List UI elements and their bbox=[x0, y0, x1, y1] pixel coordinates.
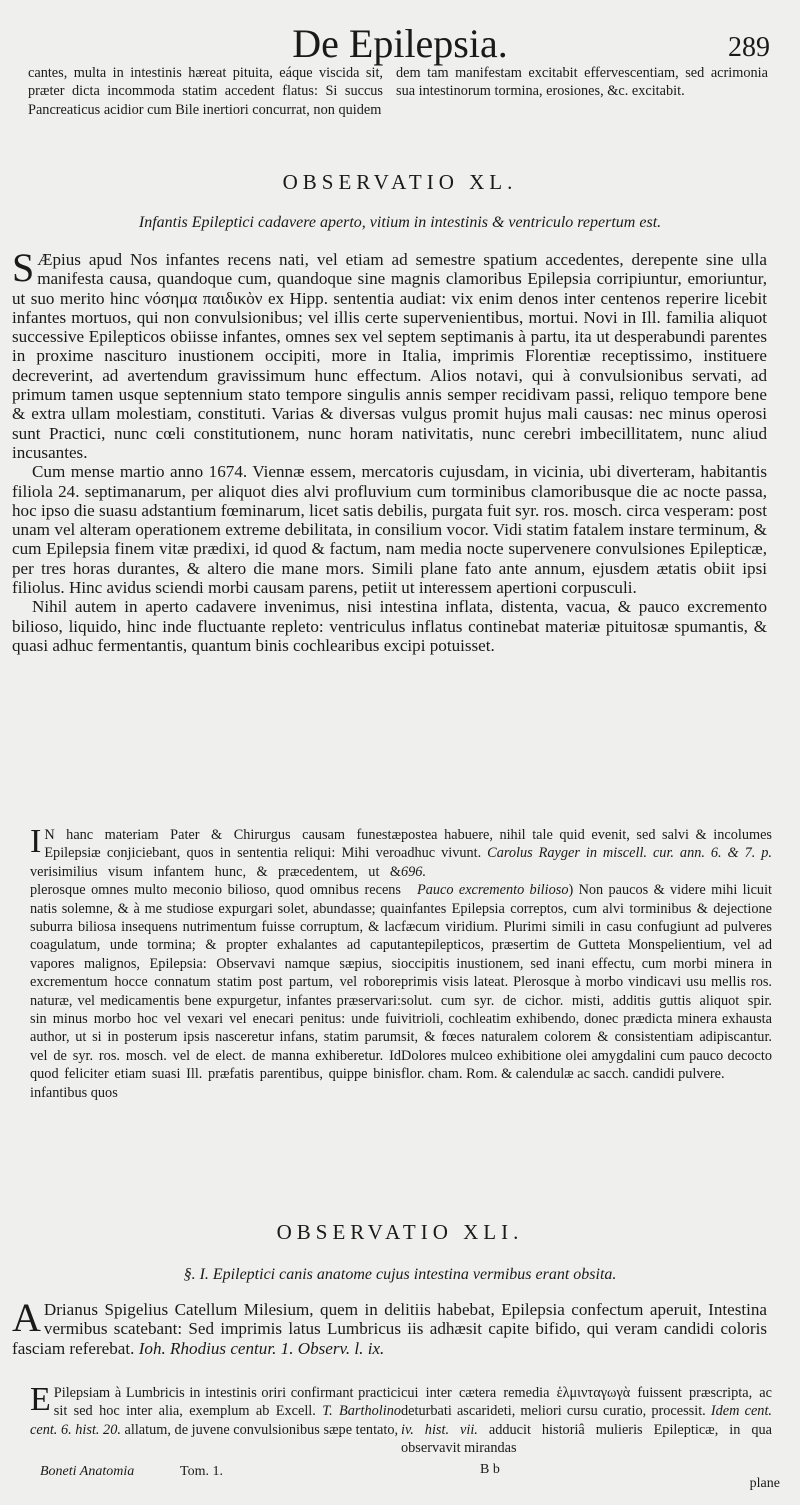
scholia-40-left bbox=[30, 823, 401, 1102]
observation-41-body bbox=[12, 1295, 767, 1358]
citation: Idem cent. iv. hist. vii. bbox=[401, 1403, 772, 1438]
continuation-columns bbox=[28, 64, 768, 119]
scholia-41 bbox=[30, 1381, 772, 1458]
scholia-text: ) Non paucos & videre mihi licuit infantes Epilepsia correptos, cum alvi torminibus & dejectione fæcum viridium. Plurimi simili in casu confugiunt ad pulveres antepilepticos, præsertim de Gutteta Monspelientium, vel ad occipitis inustionem, sed inani effectu, cum morbi minera in primis visis lateat. Plerosque à morbo vindicavi usu mellis ros. solut. cum syr. de cichor. misti, additis guttis aliquot spir. vitrioli, cochleatim exhibendo, donec prædicta minera exhausta sit, & fœces naturalem colorem & consistentiam adipiscantur. Dolores mulceo exhibitione olei amygdalini cum pauco decocto flor. cham. Rom. & calendulæ ac sacch. candidi pulvere. bbox=[401, 882, 773, 1083]
lemma: Pauco excremento bilioso bbox=[417, 882, 569, 899]
observation-41-subtitle: §. I. Epileptici canis anatome cujus intestina vermibus erant obsita. bbox=[183, 1266, 617, 1283]
scholia-text: allatum, de juvene convulsionibus sæpe tentato, bbox=[124, 1421, 399, 1438]
paragraph-text: Æpius apud Nos infantes recens nati, vel etiam ad semestre spatium accedentes, derepente sine ulla manifesta causa, quandoque cum, quandoque sine magnis clamoribus Epilepsia corripiuntur, emoriuntur, ut suo merito hinc νόσημα παιδικὸν ex Hipp. sententia audiat: vix enim denos inter centenos reperire licebit infantes mortuos, qui non convulsionibus; vel illis certe supervenientibus, mortui. Novi in Ill. familia aliquot successive Epilepticos obiisse infantes, omnes sex vel septem septimanis à partu, ita ut desperabundi parentes in proxime nasciturо inustionem occipiti, more in Italia, imprimis Florentiæ receptissimo, instituere decreverint, ad avertendum gravissimum hunc effectum. Alios notavi, qui à convulsionibus servati, ad primum tamen usque septennium stato tempore singulis annis semper recidivam passi, reliquo tempore bene & extra ullam molestiam, constituti. Varias & diversas vulgus promit hujus mali causas: nec minus operosi sunt Practici, nunc cœli constitutionem, nunc horam nativitatis, nunc cerebri imbecillitatem, nunc aliud incusantes. bbox=[12, 250, 767, 462]
drop-cap: E bbox=[30, 1381, 51, 1418]
citation: Ioh. Rhodius centur. 1. Observ. l. ix. bbox=[138, 1338, 385, 1358]
observation-40-subtitle: Infantis Epileptici cadavere aperto, vitium in intestinis & ventriculo repertum est. bbox=[138, 214, 662, 231]
drop-cap: A bbox=[12, 1295, 41, 1340]
scholia-text: N hanc materiam Pater & Chirurgus causam funestæ Epilepsiæ conjiciebant, quos in sententia reliqui: Mihi vero verisimilius visum infantem hunc, & præcedentem, ut & plerosque omnes multo meconio bilioso, quod omnibus recens natis solemne, & à me studiose expurgari solet, abundasse; qua suburra biliosa insequens nutrimentum fuisse corruptum, & lac coagulatum, unde tormina; & propter exhalantes ad caput vapores malignos, Epilepsia: Observavi namque sæpius, si excrementum hocce connatum statim post partum, vel robore naturæ, vel medicamentis bene expurgetur, infantes præservari: sin minus morbo hoc vel vexari vel enecari penitus: unde fui author, ut si in posterum ipsis nasceretur infans, statim parum vel de syr. ros. mosch. vel de elect. de manna exhiberetur. Id quod feliciter etiam suasi Ill. præfatis parentibus, quippe binis infantibus quos bbox=[30, 827, 401, 1101]
continuation-right-text: dem tam manifestam excitabit effervescentiam, sed acrimonia sua intestinorum tormina, erosiones, &c. excitabit. bbox=[396, 65, 768, 100]
continuation-left-text: cantes, multa in intestinis hæreat pituita, eáque viscida sit, præter dicta incommoda statim accedent flatus: Si succus Pancreaticus acidior cum Bile inertiori concurrat, non quidem bbox=[28, 65, 383, 118]
observation-40-body bbox=[12, 245, 767, 655]
page-footer bbox=[40, 1462, 780, 1502]
drop-cap: I bbox=[30, 823, 42, 860]
scholia-40-right bbox=[401, 826, 772, 1102]
paragraph-text: Drianus Spigelius Catellum Milesium, quem in delitiis habebat, Epilepsia confectum aperuit, Intestina vermibus scatebant: Sed imprimis latus Lumbricus iis adhæsit capite bifido, qui veram candidi coloris fasciam referebat. bbox=[12, 1300, 767, 1358]
scholia-text: cui inter cætera remedia ἑλμινταγωγὰ fuissent præscripta, ac deturbati ascarideti, meliori cursu curatio, processit. bbox=[401, 1385, 772, 1420]
observation-41-paragraph-1 bbox=[12, 1295, 767, 1358]
continuation-left bbox=[28, 64, 383, 119]
scholia-40 bbox=[30, 823, 773, 1102]
catchword: plane bbox=[749, 1476, 780, 1491]
citation: T. Bartholino cent. 6. hist. 20. bbox=[30, 1403, 401, 1438]
continuation-right bbox=[396, 64, 768, 119]
observation-40-paragraph-1 bbox=[12, 245, 767, 462]
scholia-text: postea habuere, nihil tale quid evenit, sed salvi & incolumes adhuc vivunt. bbox=[401, 827, 772, 862]
scholia-text: Pilepsiam à Lumbricis in intestinis oriri confirmant practici sit sed hoc inter alia, exemplum ab Excell. bbox=[53, 1385, 401, 1420]
observation-41-heading: OBSERVATIO XLI. bbox=[276, 1220, 524, 1244]
page-number: 289 bbox=[728, 32, 770, 63]
scholia-41-left bbox=[30, 1381, 401, 1458]
observation-40-paragraph-2: Cum mense martio anno 1674. Viennæ essem, mercatoris cujusdam, in vicinia, ubi diverteram, habitantis filiola 24. septimanarum, per aliquot dies alvi profluvium cum torminibus clamoribusque die ac nocte passa, hoc ipso die suasu adstantium fœminarum, licet satis debilis, purgata fuit syr. ros. mosch. circa vesperam: post unam vel alteram operationem extreme debilitata, in consilium vocor. Vidi statim fatalem instare terminum, & cum Epilepsia finem vitæ prædixi, id quod & factum, nam media nocte supervenere convulsiones Epilepticæ, per tres horas durantes, & altero die mane mors. Simili plane fato ante annum, ejusdem ætatis obiit ipsi filiolus. Hinc avidus sciendi morbi causam parens, petiit ut interessem apertioni corpusculi. bbox=[12, 462, 767, 598]
observation-40-paragraph-3: Nihil autem in aperto cadavere invenimus, nisi intestina inflata, distenta, vacua, & pauco excremento bilioso, liquido, hinc inde fluctuante repleto: ventriculus inflatus continebat materiæ pituitosæ spumantis, & quasi adhuc fermentantis, quantum binis cochlearibus excipi potuisset. bbox=[12, 597, 767, 655]
gathering-mark: B b bbox=[480, 1462, 500, 1477]
observation-40-heading: OBSERVATIO XL. bbox=[282, 170, 518, 194]
citation: Carolus Rayger in miscell. cur. ann. 6. & 7. p. 696. bbox=[401, 845, 773, 880]
scholia-text: adducit historiâ mulieris Epilepticæ, in qua observavit mirandas bbox=[401, 1421, 772, 1457]
drop-cap: S bbox=[12, 245, 35, 290]
signature-line: Boneti Anatomia bbox=[40, 1464, 135, 1479]
volume-label: Tom. 1. bbox=[180, 1464, 223, 1479]
running-head bbox=[0, 18, 800, 68]
page-title: De Epilepsia. bbox=[292, 21, 508, 66]
scholia-41-right bbox=[401, 1384, 772, 1458]
